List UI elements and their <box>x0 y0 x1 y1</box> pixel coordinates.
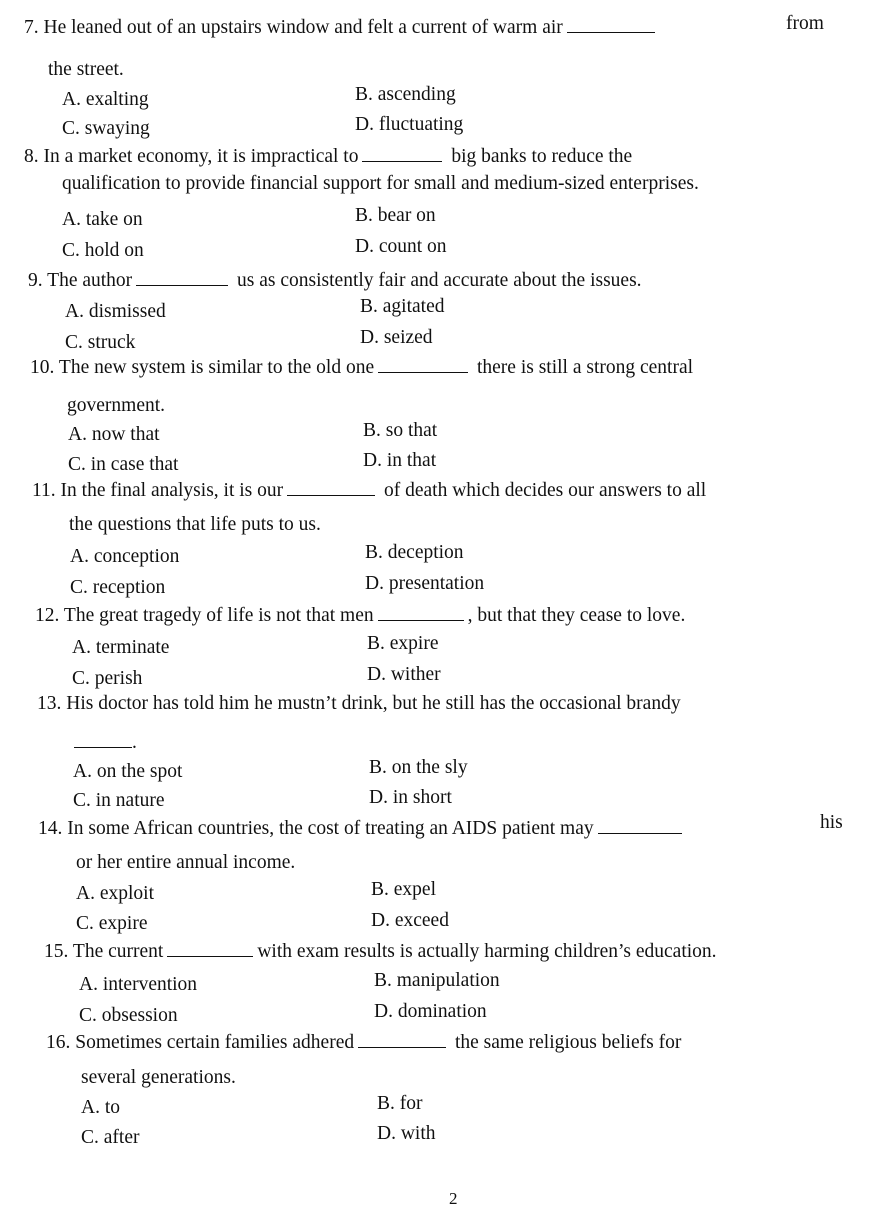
option-a: A. dismissed <box>65 301 166 322</box>
question-number: 10. <box>30 357 55 378</box>
stem-text: In the final analysis, it is our <box>60 480 284 501</box>
question-10-stem-line-1 <box>30 358 693 378</box>
question-number: 13. <box>37 693 62 714</box>
option-a: A. exploit <box>76 883 154 904</box>
stem-text: qualification to provide financial support for small and medium-sized enterprises. <box>62 173 699 194</box>
stem-text: or her entire annual income. <box>76 852 296 873</box>
answer-blank <box>167 942 253 957</box>
option-c: C. struck <box>65 332 136 353</box>
option-c: C. perish <box>72 668 143 689</box>
stem-text: The author <box>47 270 133 291</box>
question-16-stem-line-1 <box>46 1033 681 1053</box>
option-b: B. ascending <box>355 84 456 105</box>
answer-blank <box>362 147 442 162</box>
option-d: D. seized <box>360 327 433 348</box>
option-a: A. take on <box>62 209 143 230</box>
question-number: 7. <box>24 17 39 38</box>
option-a: A. on the spot <box>73 761 183 782</box>
option-d: D. exceed <box>371 910 449 931</box>
option-d: D. fluctuating <box>355 114 464 135</box>
stem-text: there is still a strong central <box>476 357 694 378</box>
question-number: 16. <box>46 1032 71 1053</box>
stem-text: from <box>786 13 824 34</box>
answer-blank <box>358 1033 446 1048</box>
question-11-stem-line-1 <box>32 481 706 501</box>
stem-text: Sometimes certain families adhered <box>75 1032 355 1053</box>
stem-text: government. <box>67 395 166 416</box>
question-12-stem-line-1 <box>35 606 685 626</box>
option-b: B. on the sly <box>369 757 468 778</box>
stem-text: In some African countries, the cost of treating an AIDS patient may <box>67 818 594 839</box>
question-13-stem-line-2 <box>74 733 137 753</box>
question-number: 14. <box>38 818 63 839</box>
question-number: 11. <box>32 480 56 501</box>
answer-blank <box>74 733 132 748</box>
option-c: C. in nature <box>73 790 165 811</box>
answer-blank <box>567 18 655 33</box>
stem-text: , but that they cease to love. <box>467 605 686 626</box>
stem-text: The new system is similar to the old one <box>58 357 375 378</box>
question-8-stem-line-1 <box>24 147 632 167</box>
question-7-stem-line-1 <box>24 18 659 38</box>
option-c: C. after <box>81 1127 140 1148</box>
option-b: B. manipulation <box>374 970 500 991</box>
stem-text: of death which decides our answers to all <box>384 480 707 501</box>
option-d: D. count on <box>355 236 447 257</box>
stem-text: The current <box>72 941 164 962</box>
stem-text: us as consistently fair and accurate about the issues. <box>237 270 642 291</box>
question-number: 9. <box>28 270 43 291</box>
option-b: B. expel <box>371 879 436 900</box>
option-a: A. intervention <box>79 974 198 995</box>
option-b: B. bear on <box>355 205 436 226</box>
stem-text: His doctor has told him he mustn’t drink, but he still has the occasional brandy <box>66 693 681 714</box>
answer-blank <box>378 358 468 373</box>
stem-text: big banks to reduce the <box>451 146 633 167</box>
question-13-stem-line-1 <box>37 694 681 714</box>
option-b: B. for <box>377 1093 423 1114</box>
page-number: 2 <box>449 1189 458 1208</box>
option-c: C. reception <box>70 577 166 598</box>
stem-text: He leaned out of an upstairs window and felt a current of warm air <box>43 17 563 38</box>
answer-blank <box>378 606 464 621</box>
question-number: 15. <box>44 941 69 962</box>
stem-text: In a market economy, it is impractical to <box>43 146 359 167</box>
option-a: A. exalting <box>62 89 149 110</box>
option-c: C. expire <box>76 913 148 934</box>
stem-text: the questions that life puts to us. <box>69 514 321 535</box>
answer-blank <box>287 481 375 496</box>
question-9-stem-line-1 <box>28 271 642 291</box>
stem-text: the street. <box>48 59 124 80</box>
option-b: B. agitated <box>360 296 445 317</box>
question-number: 8. <box>24 146 39 167</box>
option-d: D. with <box>377 1123 436 1144</box>
stem-text: The great tragedy of life is not that men <box>63 605 374 626</box>
answer-blank <box>598 819 682 834</box>
option-c: C. swaying <box>62 118 150 139</box>
question-14-stem-line-1 <box>38 819 686 839</box>
option-a: A. conception <box>70 546 180 567</box>
option-d: D. in that <box>363 450 437 471</box>
option-c: C. hold on <box>62 240 144 261</box>
question-15-stem-line-1 <box>44 942 717 962</box>
option-a: A. terminate <box>72 637 170 658</box>
stem-text: with exam results is actually harming children’s education. <box>257 941 717 962</box>
option-d: D. domination <box>374 1001 487 1022</box>
option-b: B. expire <box>367 633 439 654</box>
option-b: B. so that <box>363 420 438 441</box>
option-d: D. presentation <box>365 573 485 594</box>
option-a: A. now that <box>68 424 160 445</box>
option-d: D. wither <box>367 664 441 685</box>
stem-text: the same religious beliefs for <box>454 1032 682 1053</box>
answer-blank <box>136 271 228 286</box>
option-b: B. deception <box>365 542 464 563</box>
stem-text: . <box>132 732 137 753</box>
stem-text: several generations. <box>81 1067 236 1088</box>
option-d: D. in short <box>369 787 452 808</box>
question-number: 12. <box>35 605 60 626</box>
option-c: C. in case that <box>68 454 179 475</box>
option-a: A. to <box>81 1097 120 1118</box>
option-c: C. obsession <box>79 1005 178 1026</box>
stem-text: his <box>820 812 843 833</box>
